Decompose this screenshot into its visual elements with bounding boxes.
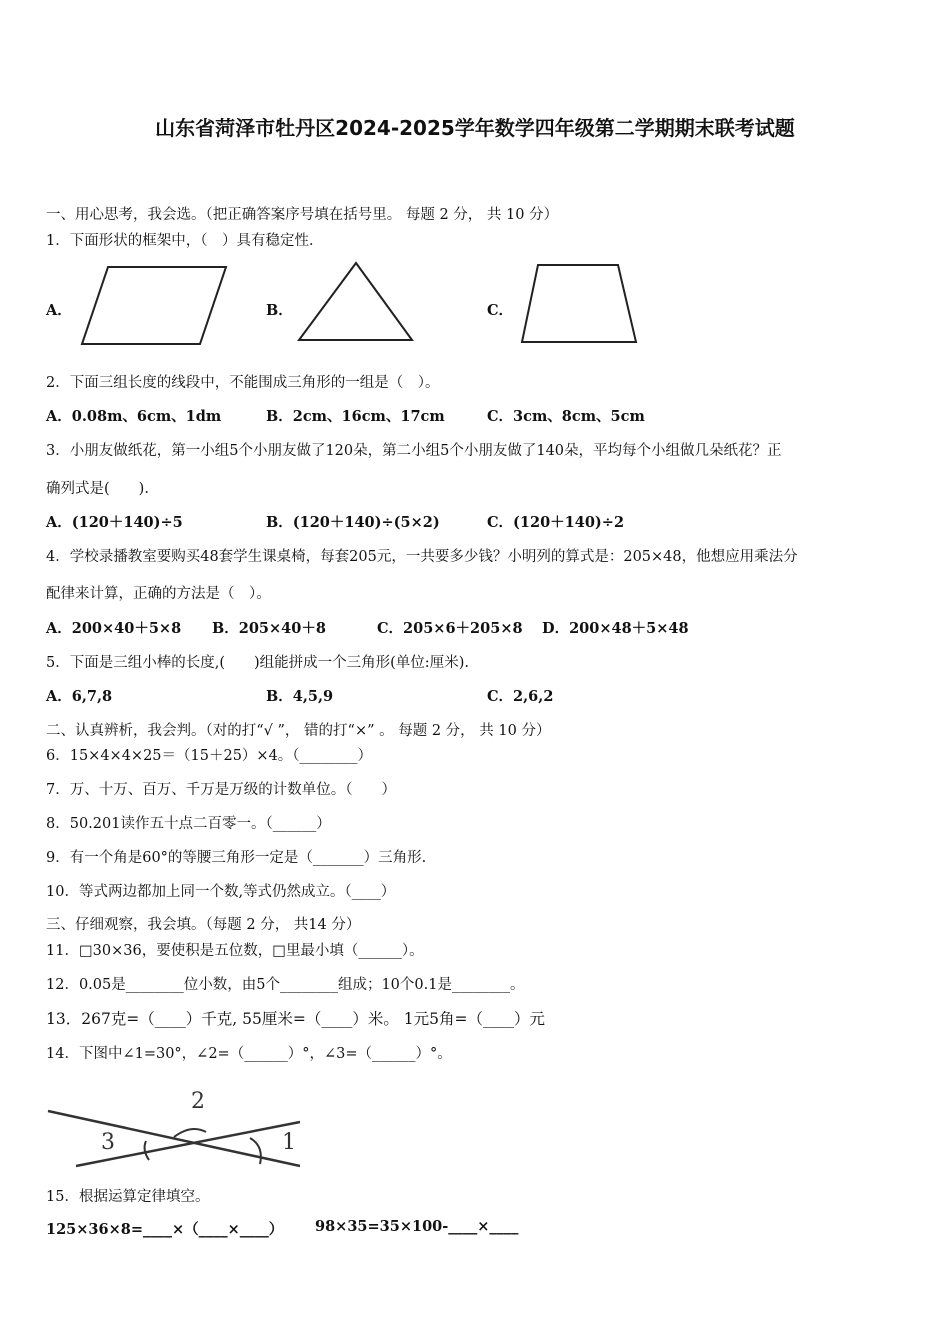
q15-expression-b: 98×35=35×100-____×____ — [315, 1218, 519, 1235]
q2-option-a: A．0.08m、6cm、1dm — [46, 408, 222, 425]
section-2-heading: 二、认真辨析，我会判。（对的打“√ ”， 错的打“×” 。 每题 2 分， 共 10 分） — [46, 723, 551, 739]
question-15: 15．根据运算定律填空。 — [46, 1189, 210, 1205]
q3-option-b: B．(120＋140)÷(5×2) — [266, 514, 440, 531]
question-2: 2．下面三组长度的线段中，不能围成三角形的一组是（ ）。 — [46, 375, 440, 391]
q5-option-b: B．4,5,9 — [266, 688, 334, 705]
parallelogram-shape — [80, 264, 230, 346]
question-14: 14．下图中∠1=30°，∠2=（______）°，∠3=（______）°。 — [46, 1046, 452, 1062]
question-6: 6．15×4×4×25＝（15＋25）×4。（________） — [46, 748, 373, 764]
intersecting-lines-figure — [46, 1086, 302, 1170]
question-5: 5．下面是三组小棒的长度,( )组能拼成一个三角形(单位:厘米). — [46, 655, 469, 671]
section-1-heading: 一、用心思考，我会选。（把正确答案序号填在括号里。 每题 2 分， 共 10 分） — [46, 207, 559, 223]
question-3-line-1: 3．小朋友做纸花，第一小组5个小朋友做了120朵，第二小组5个小朋友做了140朵，平均每个小组做几朵纸花？正 — [46, 443, 782, 459]
triangle-shape — [296, 260, 416, 344]
question-10: 10．等式两边都加上同一个数,等式仍然成立。（____） — [46, 884, 396, 900]
question-12: 12．0.05是________位小数，由5个________组成；10个0.1是________。 — [46, 977, 525, 993]
trapezoid-shape — [520, 262, 640, 346]
q4-option-b: B．205×40＋8 — [212, 620, 326, 637]
q1-option-a-label: A． — [46, 302, 72, 319]
q5-option-a: A．6,7,8 — [46, 688, 113, 705]
angle-2-label: 2 — [191, 1089, 205, 1114]
question-1: 1．下面形状的框架中，（ ）具有稳定性． — [46, 233, 324, 249]
question-4-line-1: 4．学校录播教室要购买48套学生课桌椅，每套205元，一共要多少钱？小明列的算式是：205×48，他想应用乘法分 — [46, 549, 798, 565]
section-3-heading: 三、仔细观察，我会填。（每题 2 分， 共14 分） — [46, 917, 361, 933]
q2-option-c: C．3cm、8cm、5cm — [487, 408, 645, 425]
q2-option-b: B．2cm、16cm、17cm — [266, 408, 445, 425]
page-title: 山东省菏泽市牡丹区2024-2025学年数学四年级第二学期期末联考试题 — [155, 116, 795, 140]
q3-option-c: C．(120＋140)÷2 — [487, 514, 625, 531]
q1-option-b-label: B． — [266, 302, 293, 319]
question-4-line-2: 配律来计算，正确的方法是（ ）。 — [46, 586, 271, 602]
question-9: 9．有一个角是60°的等腰三角形一定是（_______）三角形. — [46, 850, 427, 866]
question-7: 7．万、十万、百万、千万是万级的计数单位。（ ） — [46, 782, 396, 798]
q3-option-a: A．(120＋140)÷5 — [46, 514, 183, 531]
question-11: 11．□30×36，要使积是五位数，□里最小填（______）。 — [46, 943, 424, 959]
q4-option-d: D．200×48＋5×48 — [542, 620, 689, 637]
angle-3-label: 3 — [101, 1130, 115, 1155]
question-8: 8．50.201读作五十点二百零一。（______） — [46, 816, 331, 832]
q4-option-a: A．200×40＋5×8 — [46, 620, 182, 637]
q4-option-c: C．205×6＋205×8 — [377, 620, 523, 637]
angle-1-label: 1 — [282, 1130, 296, 1155]
question-13: 13．267克=（____）千克, 55厘米=（____）米。 1元5角=（____）元 — [46, 1010, 545, 1028]
q5-option-c: C．2,6,2 — [487, 688, 554, 705]
q15-expression-a: 125×36×8=____×（____×____） — [46, 1221, 284, 1238]
q1-option-c-label: C． — [487, 302, 514, 319]
question-3-line-2: 确列式是( ). — [46, 481, 149, 497]
